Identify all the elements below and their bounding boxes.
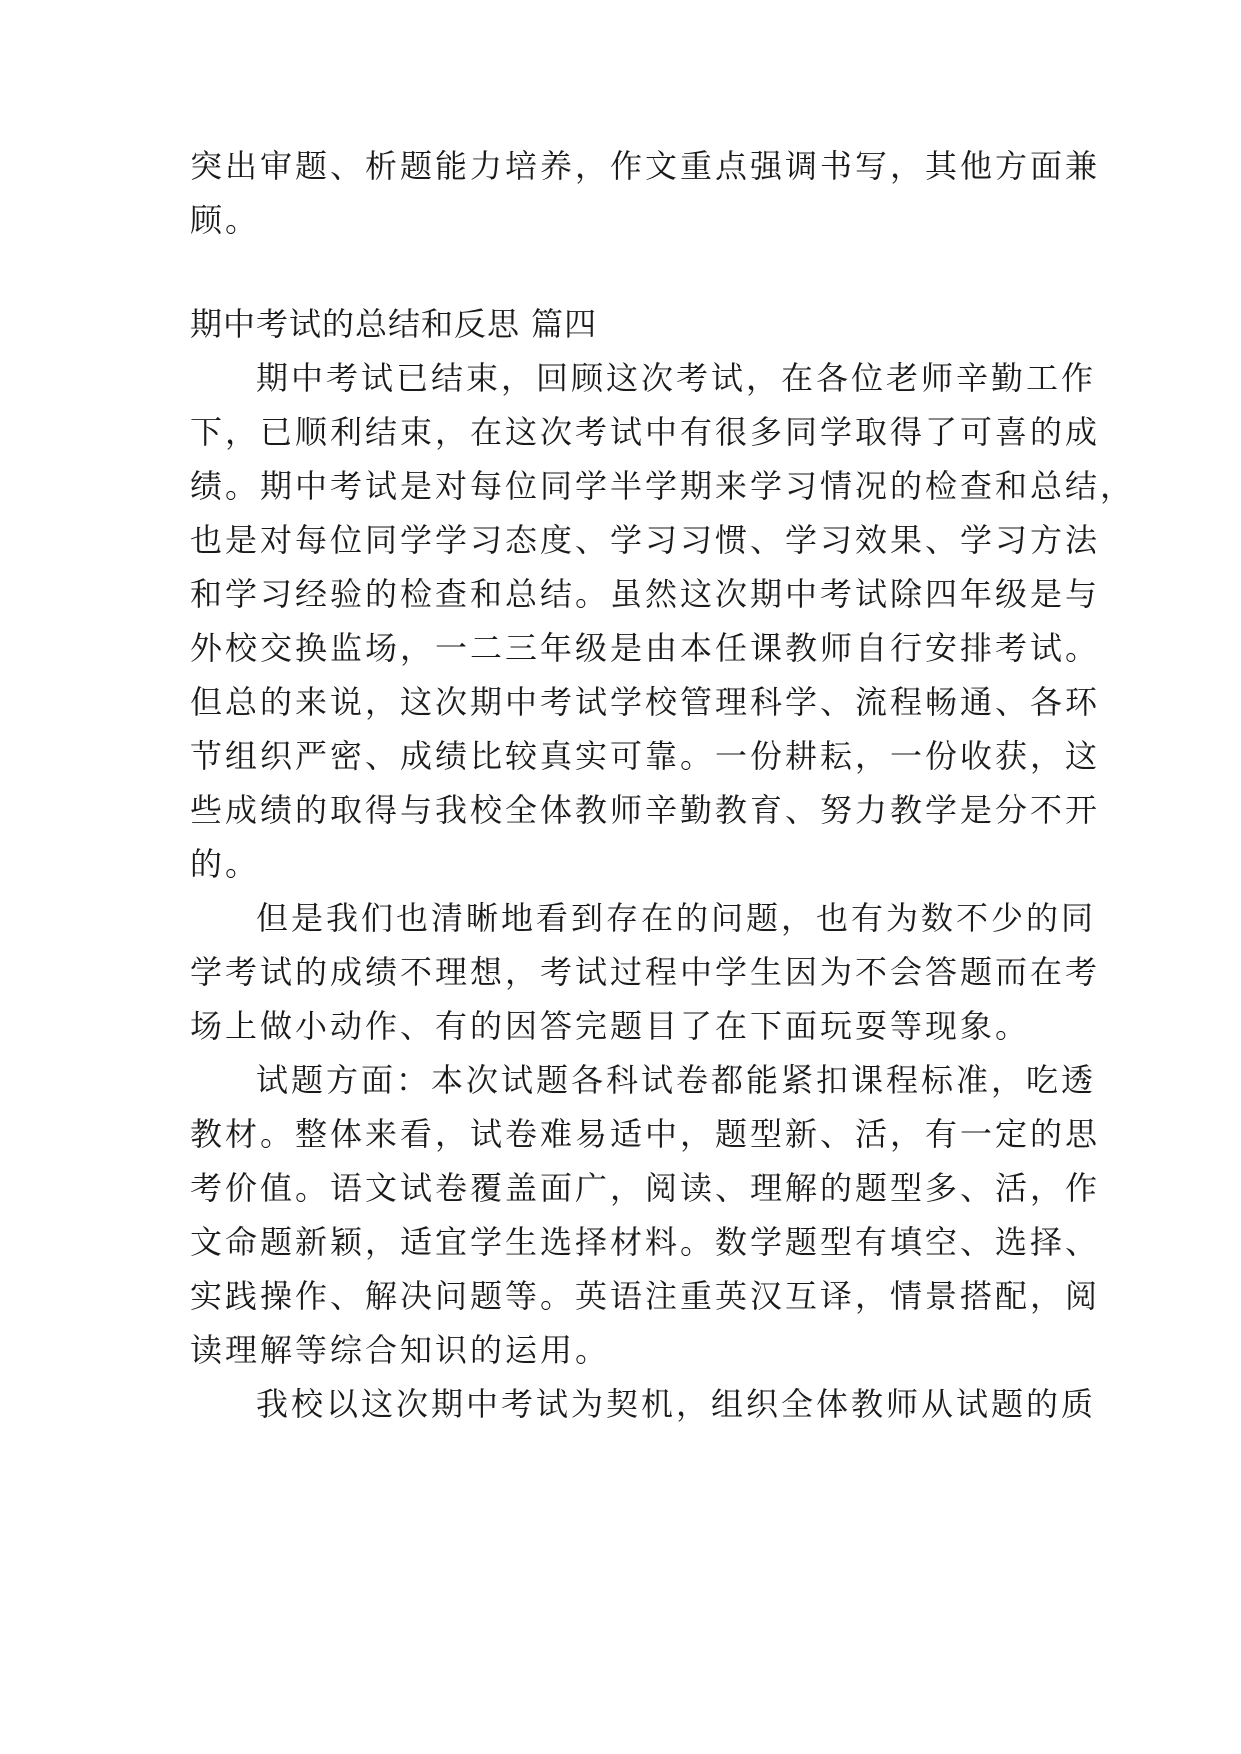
paragraph-line: 试题方面：本次试题各科试卷都能紧扣课程标准，吃透 (256, 1061, 1097, 1099)
paragraph-line: 读理解等综合知识的运用。 (190, 1331, 611, 1369)
paragraph-line: 但是我们也清晰地看到存在的问题，也有为数不少的同 (256, 899, 1097, 937)
section-heading: 期中考试的总结和反思 篇四 (190, 305, 598, 343)
paragraph-line: 期中考试已结束，回顾这次考试，在各位老师辛勤工作 (256, 359, 1097, 397)
paragraph-line: 文命题新颖，适宜学生选择材料。数学题型有填空、选择、 (190, 1223, 1101, 1261)
paragraph-line: 节组织严密、成绩比较真实可靠。一份耕耘，一份收获，这 (190, 737, 1101, 775)
paragraph-line: 外校交换监场，一二三年级是由本任课教师自行安排考试。 (190, 629, 1101, 667)
paragraph-line: 但总的来说，这次期中考试学校管理科学、流程畅通、各环 (190, 683, 1101, 721)
paragraph-line: 些成绩的取得与我校全体教师辛勤教育、努力教学是分不开 (190, 791, 1101, 829)
intro-line: 突出审题、析题能力培养，作文重点强调书写，其他方面兼 (190, 147, 1101, 185)
paragraph-line: 下，已顺利结束，在这次考试中有很多同学取得了可喜的成 (190, 413, 1101, 451)
intro-line: 顾。 (190, 201, 261, 239)
paragraph-line: 场上做小动作、有的因答完题目了在下面玩耍等现象。 (190, 1007, 1031, 1045)
paragraph-line: 学考试的成绩不理想，考试过程中学生因为不会答题而在考 (190, 953, 1101, 991)
paragraph-line: 我校以这次期中考试为契机，组织全体教师从试题的质 (256, 1385, 1097, 1423)
paragraph-line: 也是对每位同学学习态度、学习习惯、学习效果、学习方法 (190, 521, 1101, 559)
paragraph-line: 实践操作、解决问题等。英语注重英汉互译，情景搭配，阅 (190, 1277, 1101, 1315)
paragraph-line: 绩。期中考试是对每位同学半学期来学习情况的检查和总结， (190, 467, 1136, 505)
paragraph-line: 考价值。语文试卷覆盖面广，阅读、理解的题型多、活，作 (190, 1169, 1101, 1207)
paragraph-line: 和学习经验的检查和总结。虽然这次期中考试除四年级是与 (190, 575, 1101, 613)
paragraph-line: 教材。整体来看，试卷难易适中，题型新、活，有一定的思 (190, 1115, 1101, 1153)
paragraph-line: 的。 (190, 845, 261, 883)
